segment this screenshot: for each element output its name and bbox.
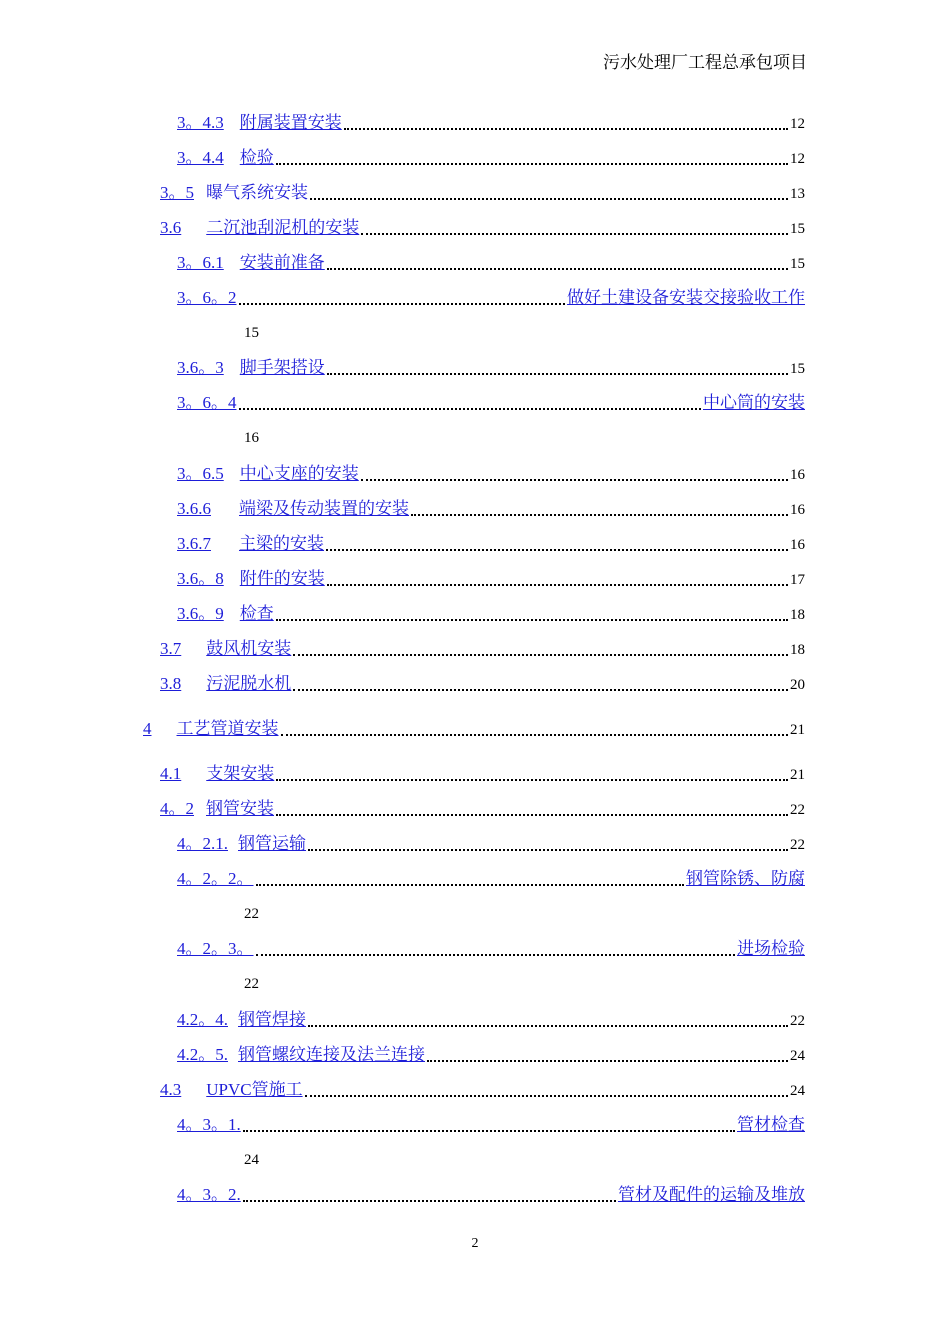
toc-leader <box>256 884 685 886</box>
toc-leader <box>293 654 788 656</box>
toc-number[interactable]: 3.7 <box>160 639 182 658</box>
toc-number[interactable]: 3.6.6 <box>177 499 211 518</box>
toc-title[interactable]: 污泥脱水机 <box>206 674 292 693</box>
toc-leader <box>411 514 788 516</box>
toc-page: 22 <box>790 837 805 853</box>
toc-entry[interactable] <box>177 529 805 555</box>
toc-number[interactable]: 3。4.4 <box>177 148 224 167</box>
toc-title[interactable]: 进场检验 <box>737 939 805 958</box>
toc-entry[interactable] <box>160 794 805 820</box>
toc-title[interactable]: 工艺管道安装 <box>176 719 279 738</box>
toc-entry[interactable] <box>177 283 805 309</box>
toc-leader <box>344 128 788 130</box>
toc-entry[interactable] <box>177 248 805 274</box>
toc-leader <box>243 1130 735 1132</box>
toc-number[interactable]: 4.3 <box>160 1080 182 1099</box>
toc-number[interactable]: 3。6.5 <box>177 464 224 483</box>
toc-entry[interactable] <box>177 829 805 855</box>
toc-entry[interactable] <box>160 759 805 785</box>
toc-number[interactable]: 4.1 <box>160 764 182 783</box>
toc-number[interactable]: 3。6。2 <box>177 288 237 307</box>
toc-title[interactable]: 附属装置安装 <box>239 113 342 132</box>
toc-title[interactable]: 主梁的安装 <box>239 534 324 553</box>
toc-page: 21 <box>790 767 805 783</box>
toc-title[interactable]: UPVC管施工 <box>206 1080 303 1099</box>
toc-title[interactable]: 钢管运输 <box>238 834 306 853</box>
toc-leader <box>243 1200 616 1202</box>
toc-page: 18 <box>790 607 805 623</box>
toc-leader <box>276 163 788 165</box>
toc-entry[interactable] <box>160 634 805 660</box>
toc-number[interactable]: 4。3。2. <box>177 1185 241 1204</box>
toc-title[interactable]: 端梁及传动装置的安装 <box>239 499 409 518</box>
toc-title[interactable]: 钢管焊接 <box>238 1010 306 1029</box>
toc-number[interactable]: 4。2 <box>160 799 194 818</box>
toc-entry[interactable] <box>177 494 805 520</box>
toc-leader <box>256 954 736 956</box>
toc-title[interactable]: 检验 <box>239 148 274 167</box>
toc-entry[interactable] <box>160 178 805 204</box>
toc-entry[interactable] <box>177 564 805 590</box>
toc-title[interactable]: 中心支座的安装 <box>239 464 359 483</box>
toc-leader <box>239 408 702 410</box>
toc-entry[interactable] <box>160 213 805 239</box>
toc-leader <box>327 584 788 586</box>
toc-page: 17 <box>790 572 805 588</box>
toc-page: 22 <box>790 1013 805 1029</box>
toc-page: 16 <box>244 430 259 446</box>
toc-number[interactable]: 4 <box>143 719 152 738</box>
toc-page: 15 <box>790 361 805 377</box>
toc-number[interactable]: 4。2。2。 <box>177 869 254 888</box>
toc-number[interactable]: 3.6.7 <box>177 534 211 553</box>
toc-leader <box>326 549 788 551</box>
toc-number[interactable]: 4.2。4. <box>177 1010 228 1029</box>
toc-entry[interactable] <box>177 1005 805 1031</box>
toc-leader <box>305 1095 788 1097</box>
toc-page: 22 <box>244 906 259 922</box>
toc-leader <box>361 233 788 235</box>
toc-number[interactable]: 4。2。3。 <box>177 939 254 958</box>
toc-leader <box>327 373 788 375</box>
toc-page: 13 <box>790 186 805 202</box>
toc-title[interactable]: 钢管螺纹连接及法兰连接 <box>238 1045 425 1064</box>
toc-title[interactable]: 附件的安装 <box>239 569 325 588</box>
toc-entry[interactable] <box>177 864 805 890</box>
toc-number[interactable]: 3.6。3 <box>177 358 224 377</box>
toc-number[interactable]: 3。6。4 <box>177 393 237 412</box>
toc-leader <box>427 1060 788 1062</box>
toc-entry[interactable] <box>177 353 805 379</box>
toc-leader <box>310 198 788 200</box>
toc-leader <box>308 849 788 851</box>
toc-title[interactable]: 钢管除锈、防腐 <box>686 869 805 888</box>
toc-page: 15 <box>790 221 805 237</box>
toc-title[interactable]: 曝气系统安装 <box>206 183 308 202</box>
toc-entry[interactable] <box>177 459 805 485</box>
toc-entry[interactable] <box>177 143 805 169</box>
toc-leader <box>239 303 566 305</box>
toc-number[interactable]: 4.2。5. <box>177 1045 228 1064</box>
toc-entry[interactable] <box>177 599 805 625</box>
toc-leader <box>327 268 788 270</box>
running-header: 污水处理厂工程总承包项目 <box>603 53 807 72</box>
toc-entry[interactable] <box>177 1040 805 1066</box>
toc-number[interactable]: 3。4.3 <box>177 113 224 132</box>
toc-leader <box>293 689 788 691</box>
toc-entry[interactable] <box>177 388 805 414</box>
toc-number[interactable]: 3。6.1 <box>177 253 224 272</box>
toc-title[interactable]: 安装前准备 <box>239 253 325 272</box>
toc-number[interactable]: 3.6。8 <box>177 569 224 588</box>
toc-page: 20 <box>790 677 805 693</box>
toc-entry[interactable] <box>160 1075 805 1101</box>
toc-leader <box>281 734 789 736</box>
toc-page: 16 <box>790 467 805 483</box>
toc-page: 22 <box>244 976 259 992</box>
toc-page: 16 <box>790 502 805 518</box>
toc-entry[interactable] <box>177 1110 805 1136</box>
toc-entry[interactable] <box>177 934 805 960</box>
toc-title[interactable]: 检查 <box>239 604 274 623</box>
toc-leader <box>276 814 788 816</box>
toc-leader <box>308 1025 788 1027</box>
toc-entry[interactable] <box>177 1180 805 1206</box>
toc-number[interactable]: 3.6。9 <box>177 604 224 623</box>
toc-number[interactable]: 4。3。1. <box>177 1115 241 1134</box>
toc-number[interactable]: 3.8 <box>160 674 182 693</box>
toc-entry[interactable] <box>177 108 805 134</box>
page-number: 2 <box>471 1236 479 1251</box>
toc-page: 24 <box>244 1152 259 1168</box>
toc-page: 24 <box>790 1083 805 1099</box>
toc-number[interactable]: 3。5 <box>160 183 194 202</box>
toc-title[interactable]: 管材及配件的运输及堆放 <box>618 1185 805 1204</box>
toc-page: 22 <box>790 802 805 818</box>
toc-page: 12 <box>790 151 805 167</box>
toc-title[interactable]: 钢管安装 <box>206 799 274 818</box>
toc-page: 15 <box>790 256 805 272</box>
toc-title[interactable]: 支架安装 <box>206 764 275 783</box>
toc-title[interactable]: 脚手架搭设 <box>239 358 325 377</box>
toc-page: 21 <box>790 722 805 738</box>
toc-title[interactable]: 管材检查 <box>737 1115 805 1134</box>
toc-entry[interactable] <box>160 669 805 695</box>
toc-page: 24 <box>790 1048 805 1064</box>
toc-title[interactable]: 做好土建设备安装交接验收工作 <box>567 288 805 307</box>
toc-page: 18 <box>790 642 805 658</box>
toc-title[interactable]: 二沉池刮泥机的安装 <box>206 218 360 237</box>
toc-leader <box>276 779 788 781</box>
toc-title[interactable]: 中心筒的安装 <box>703 393 805 412</box>
toc-leader <box>276 619 788 621</box>
toc-number[interactable]: 3.6 <box>160 218 182 237</box>
toc-entry[interactable] <box>143 714 805 740</box>
toc-leader <box>361 479 788 481</box>
toc-number[interactable]: 4。2.1. <box>177 834 228 853</box>
toc-page: 16 <box>790 537 805 553</box>
toc-title[interactable]: 鼓风机安装 <box>206 639 292 658</box>
toc-page: 15 <box>244 325 259 341</box>
toc-page: 12 <box>790 116 805 132</box>
